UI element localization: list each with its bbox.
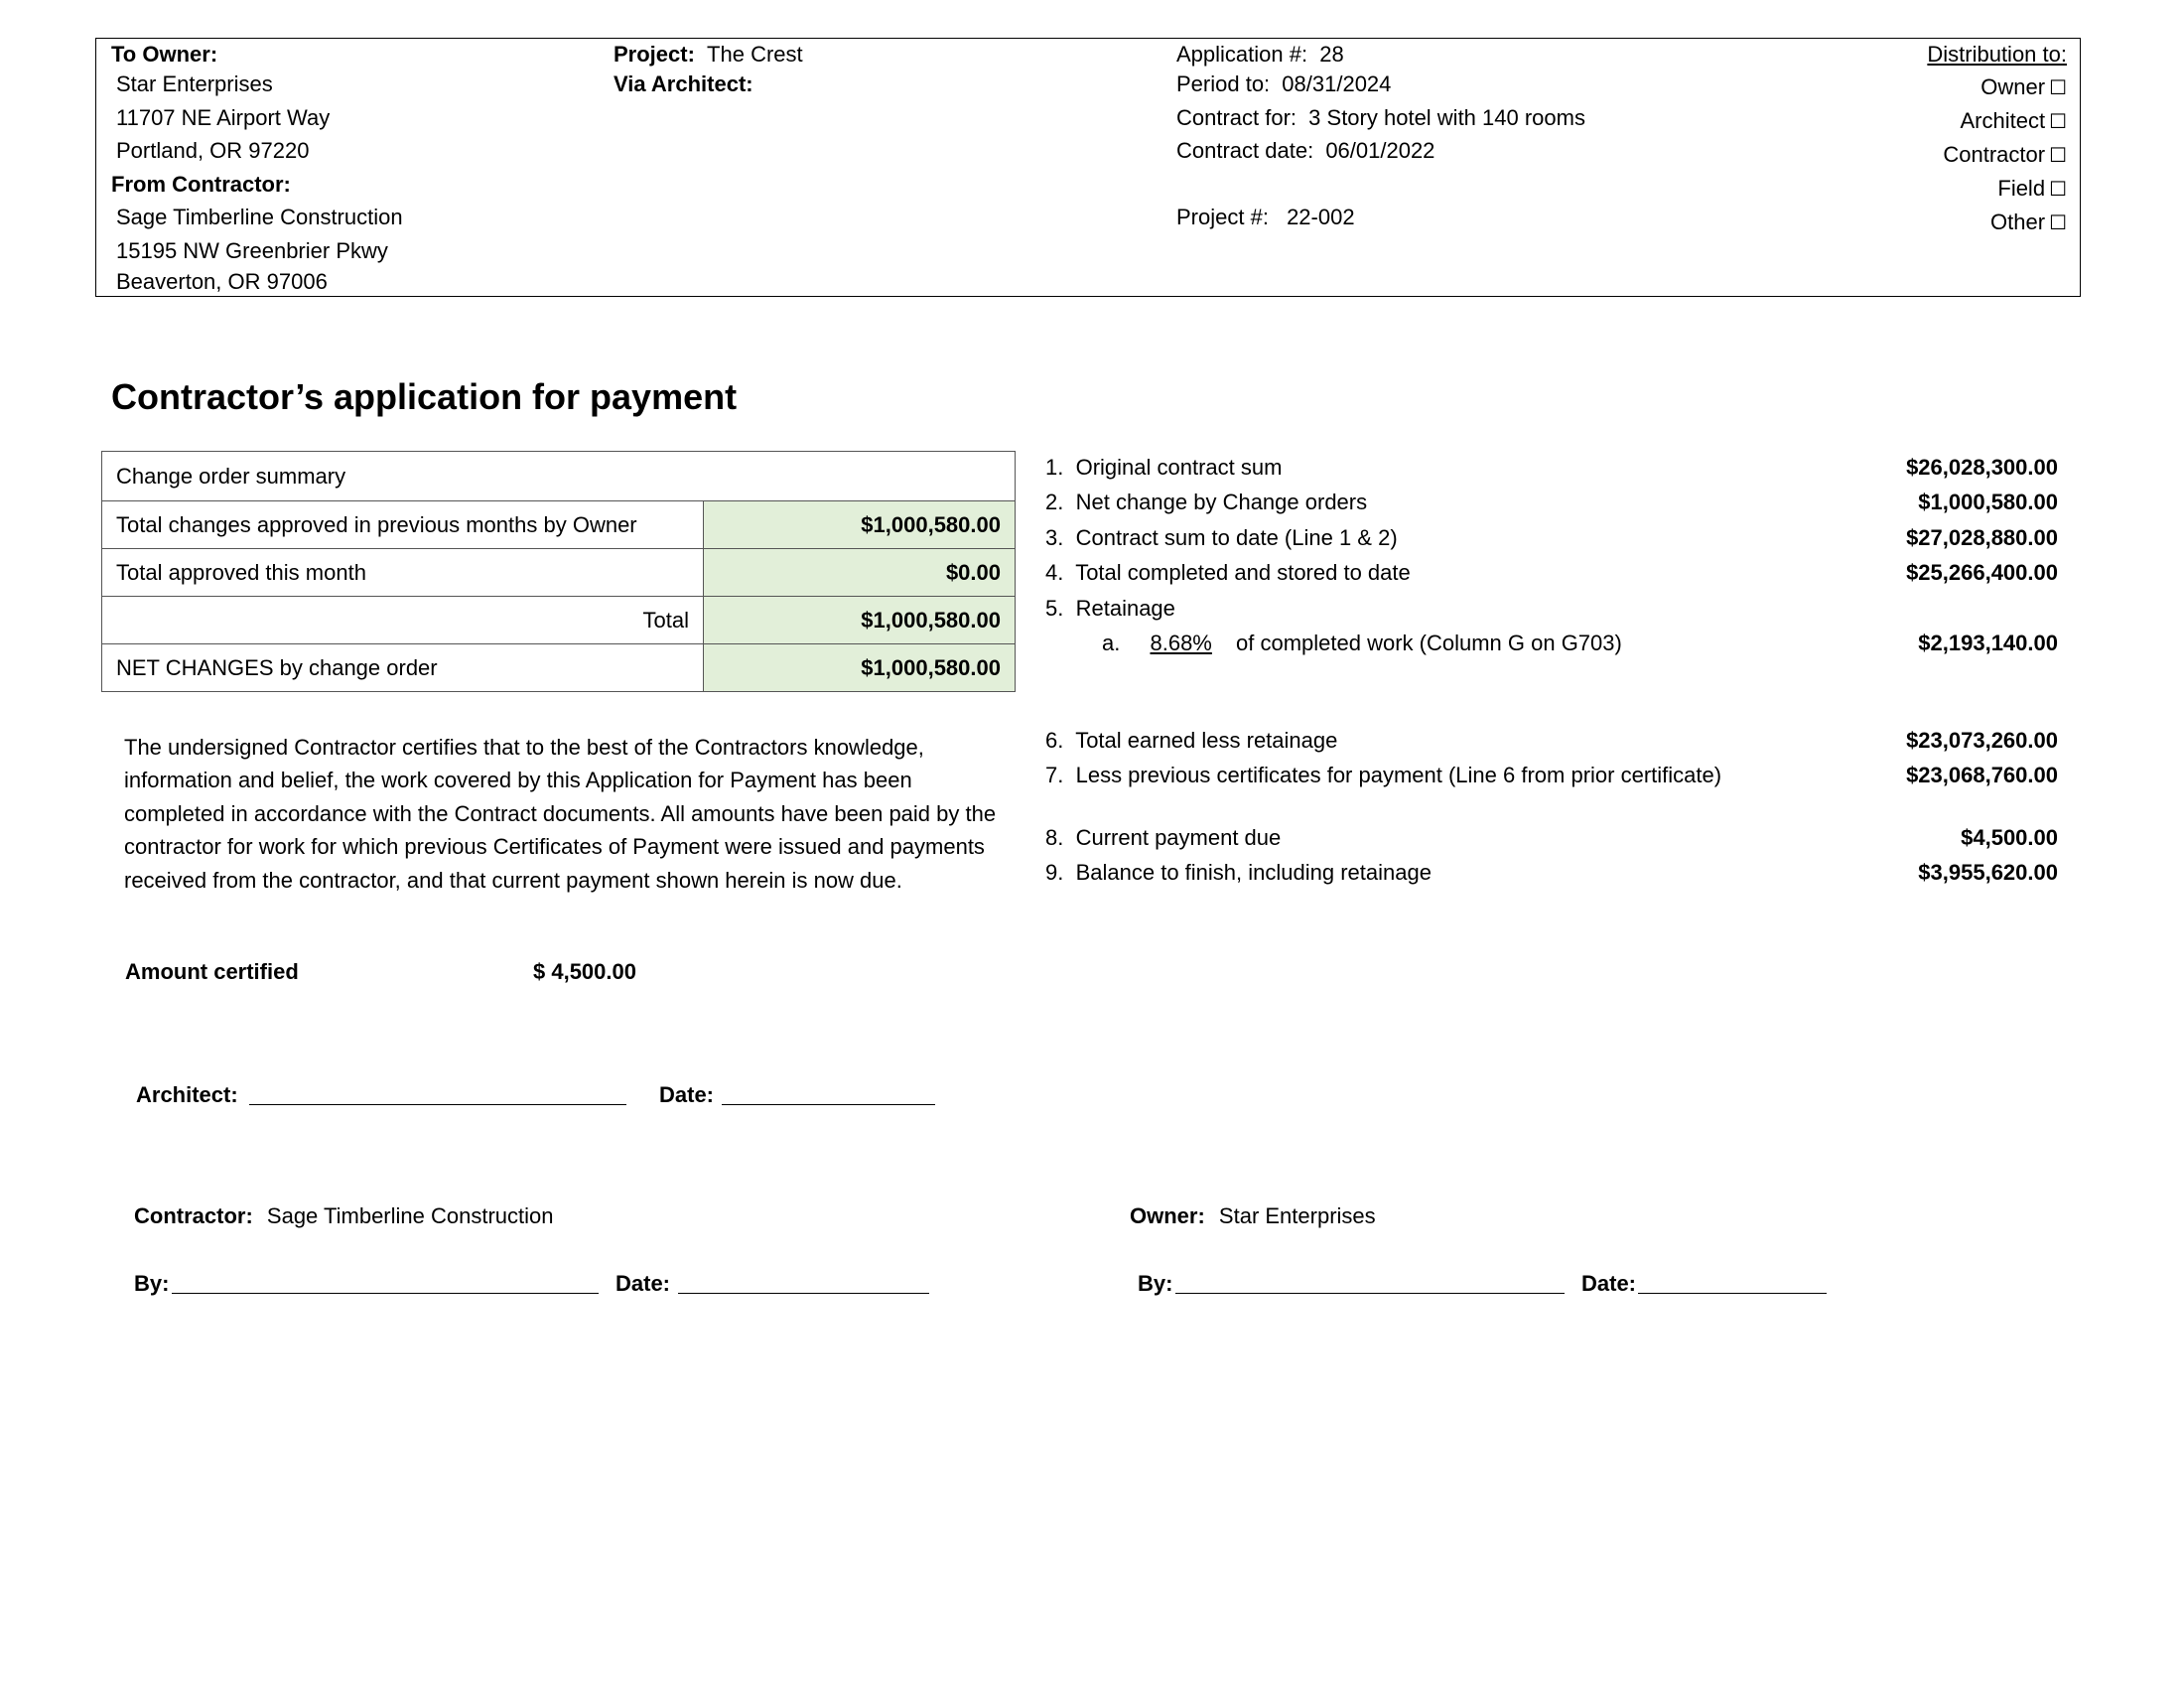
line-number: 5.	[1045, 596, 1064, 621]
summary-line-8	[1045, 825, 1281, 851]
architect-date-line[interactable]	[722, 1082, 935, 1111]
amount-certified-value: $ 4,500.00	[533, 959, 636, 984]
summary-line-7-amount: $23,068,760.00	[1906, 763, 2058, 787]
net-changes-amount: $1,000,580.00	[704, 644, 1016, 692]
summary-line-5a	[1102, 631, 1622, 656]
summary-line-7	[1045, 763, 1721, 788]
summary-line-3-amount: $27,028,880.00	[1906, 525, 2058, 550]
line-number: 2.	[1045, 490, 1064, 514]
distribution-contractor[interactable]	[1943, 142, 2067, 169]
contract-date-value: 06/01/2022	[1325, 138, 1435, 163]
prev-changes-amount: $1,000,580.00	[704, 501, 1016, 549]
project-number-value: 22-002	[1287, 205, 1355, 229]
this-month-amount: $0.00	[704, 549, 1016, 597]
line-label: Less previous certificates for payment (Line 6 from prior certificate)	[1075, 763, 1722, 787]
table-row	[102, 452, 1016, 501]
contractor-address-line2: Beaverton, OR 97006	[116, 269, 328, 294]
via-architect-label: Via Architect:	[614, 71, 753, 96]
contract-for-field	[1176, 105, 1585, 131]
contract-for-label: Contract for:	[1176, 105, 1297, 130]
project-field	[614, 42, 803, 68]
from-contractor-label: From Contractor:	[111, 172, 291, 197]
owner-name: Star Enterprises	[116, 71, 273, 96]
contract-date-label: Contract date:	[1176, 138, 1314, 163]
summary-line-6-amount: $23,073,260.00	[1906, 728, 2058, 753]
line-label: Net change by Change orders	[1075, 490, 1368, 514]
distribution-field-label: Field	[1997, 176, 2046, 201]
checkbox-icon[interactable]: ☐	[2049, 145, 2067, 167]
header-box	[95, 38, 2081, 297]
line-label: Contract sum to date (Line 1 & 2)	[1075, 525, 1398, 550]
distribution-other[interactable]	[1990, 210, 2067, 236]
application-value: 28	[1319, 42, 1344, 67]
line-number: 8.	[1045, 825, 1064, 850]
owner-address-line1: 11707 NE Airport Way	[116, 105, 331, 130]
contractor-name: Sage Timberline Construction	[116, 205, 403, 229]
summary-line-1	[1045, 455, 1282, 481]
owner-sign-field	[1130, 1203, 1376, 1229]
change-order-heading: Change order summary	[102, 452, 1016, 501]
distribution-owner-label: Owner	[1980, 74, 2046, 99]
architect-label: Architect:	[136, 1082, 238, 1107]
table-row	[102, 597, 1016, 644]
change-order-table	[101, 451, 1016, 692]
owner-by-label: By:	[1138, 1271, 1173, 1296]
line-number: 9.	[1045, 860, 1064, 885]
line-number: 3.	[1045, 525, 1064, 550]
this-month-label: Total approved this month	[102, 549, 704, 597]
retainage-percent: 8.68%	[1150, 631, 1212, 655]
summary-line-5a-amount: $2,193,140.00	[1918, 631, 2058, 655]
distribution-label: Distribution to:	[1927, 42, 2067, 67]
checkbox-icon[interactable]: ☐	[2049, 111, 2067, 133]
table-row	[102, 501, 1016, 549]
project-number-label: Project #:	[1176, 205, 1269, 229]
summary-line-4	[1045, 560, 1411, 586]
distribution-contractor-label: Contractor	[1943, 142, 2046, 167]
distribution-architect[interactable]	[1960, 108, 2067, 135]
contract-for-value: 3 Story hotel with 140 rooms	[1308, 105, 1585, 130]
net-changes-label: NET CHANGES by change order	[102, 644, 704, 692]
summary-line-2-amount: $1,000,580.00	[1918, 490, 2058, 514]
distribution-other-label: Other	[1990, 210, 2046, 234]
project-label: Project:	[614, 42, 695, 67]
total-label: Total	[102, 597, 704, 644]
distribution-architect-label: Architect	[1960, 108, 2046, 133]
line-label: Retainage	[1075, 596, 1175, 621]
period-value: 08/31/2024	[1282, 71, 1392, 96]
checkbox-icon[interactable]: ☐	[2049, 212, 2067, 234]
to-owner-label: To Owner:	[111, 42, 218, 67]
line-letter: a.	[1102, 631, 1121, 655]
contractor-address-line1: 15195 NW Greenbrier Pkwy	[116, 238, 388, 263]
line-label: of completed work (Column G on G703)	[1236, 631, 1622, 655]
certification-text: The undersigned Contractor certifies that to the best of the Contractors knowledge, information and belief, the work covered by this Application for Payment has been completed in accordance with the Contract documents. All amounts have been paid by the contractor for work for which previous Certificates of Payment were issued and payments received from the contractor, and that current payment shown herein is now due.	[124, 735, 997, 893]
application-field	[1176, 42, 1344, 68]
line-label: Current payment due	[1075, 825, 1282, 850]
summary-line-5	[1045, 596, 1175, 622]
summary-line-8-amount: $4,500.00	[1961, 825, 2058, 850]
application-label: Application #:	[1176, 42, 1308, 67]
summary-line-6	[1045, 728, 1337, 754]
summary-line-3	[1045, 525, 1398, 551]
contractor-date-line[interactable]	[678, 1271, 929, 1300]
distribution-owner[interactable]	[1980, 74, 2067, 101]
amount-certified-label: Amount certified	[125, 959, 299, 984]
period-label: Period to:	[1176, 71, 1271, 96]
summary-line-4-amount: $25,266,400.00	[1906, 560, 2058, 585]
contractor-sign-value: Sage Timberline Construction	[266, 1203, 554, 1228]
line-number: 1.	[1045, 455, 1064, 480]
checkbox-icon[interactable]: ☐	[2049, 179, 2067, 201]
owner-date-line[interactable]	[1638, 1271, 1827, 1300]
line-number: 6.	[1045, 728, 1064, 753]
summary-line-9	[1045, 860, 1432, 886]
owner-sign-value: Star Enterprises	[1218, 1203, 1376, 1228]
line-label: Balance to finish, including retainage	[1075, 860, 1432, 885]
period-field	[1176, 71, 1391, 97]
contractor-sign-field	[134, 1203, 554, 1229]
line-label: Total completed and stored to date	[1075, 560, 1411, 585]
contractor-by-line[interactable]	[172, 1271, 599, 1300]
architect-signature-line[interactable]	[249, 1082, 626, 1111]
summary-line-1-amount: $26,028,300.00	[1906, 455, 2058, 480]
table-row	[102, 549, 1016, 597]
owner-address-line2: Portland, OR 97220	[116, 138, 310, 163]
line-number: 7.	[1045, 763, 1064, 787]
line-label: Total earned less retainage	[1075, 728, 1338, 753]
total-amount: $1,000,580.00	[704, 597, 1016, 644]
project-number-field	[1176, 205, 1355, 230]
project-value: The Crest	[707, 42, 803, 67]
summary-line-9-amount: $3,955,620.00	[1918, 860, 2058, 885]
page-title: Contractor’s application for payment	[111, 376, 738, 417]
prev-changes-label: Total changes approved in previous months by Owner	[102, 501, 704, 549]
distribution-field[interactable]	[1997, 176, 2067, 203]
line-number: 4.	[1045, 560, 1064, 585]
architect-date-label: Date:	[659, 1082, 715, 1107]
contract-date-field	[1176, 138, 1434, 164]
line-label: Original contract sum	[1075, 455, 1283, 480]
summary-line-2	[1045, 490, 1367, 515]
owner-by-line[interactable]	[1175, 1271, 1565, 1300]
contractor-sign-label: Contractor:	[134, 1203, 253, 1228]
checkbox-icon[interactable]: ☐	[2049, 77, 2067, 99]
owner-date-label: Date:	[1581, 1271, 1637, 1296]
contractor-date-label: Date:	[615, 1271, 671, 1296]
owner-sign-label: Owner:	[1130, 1203, 1205, 1228]
contractor-by-label: By:	[134, 1271, 170, 1296]
table-row	[102, 644, 1016, 692]
